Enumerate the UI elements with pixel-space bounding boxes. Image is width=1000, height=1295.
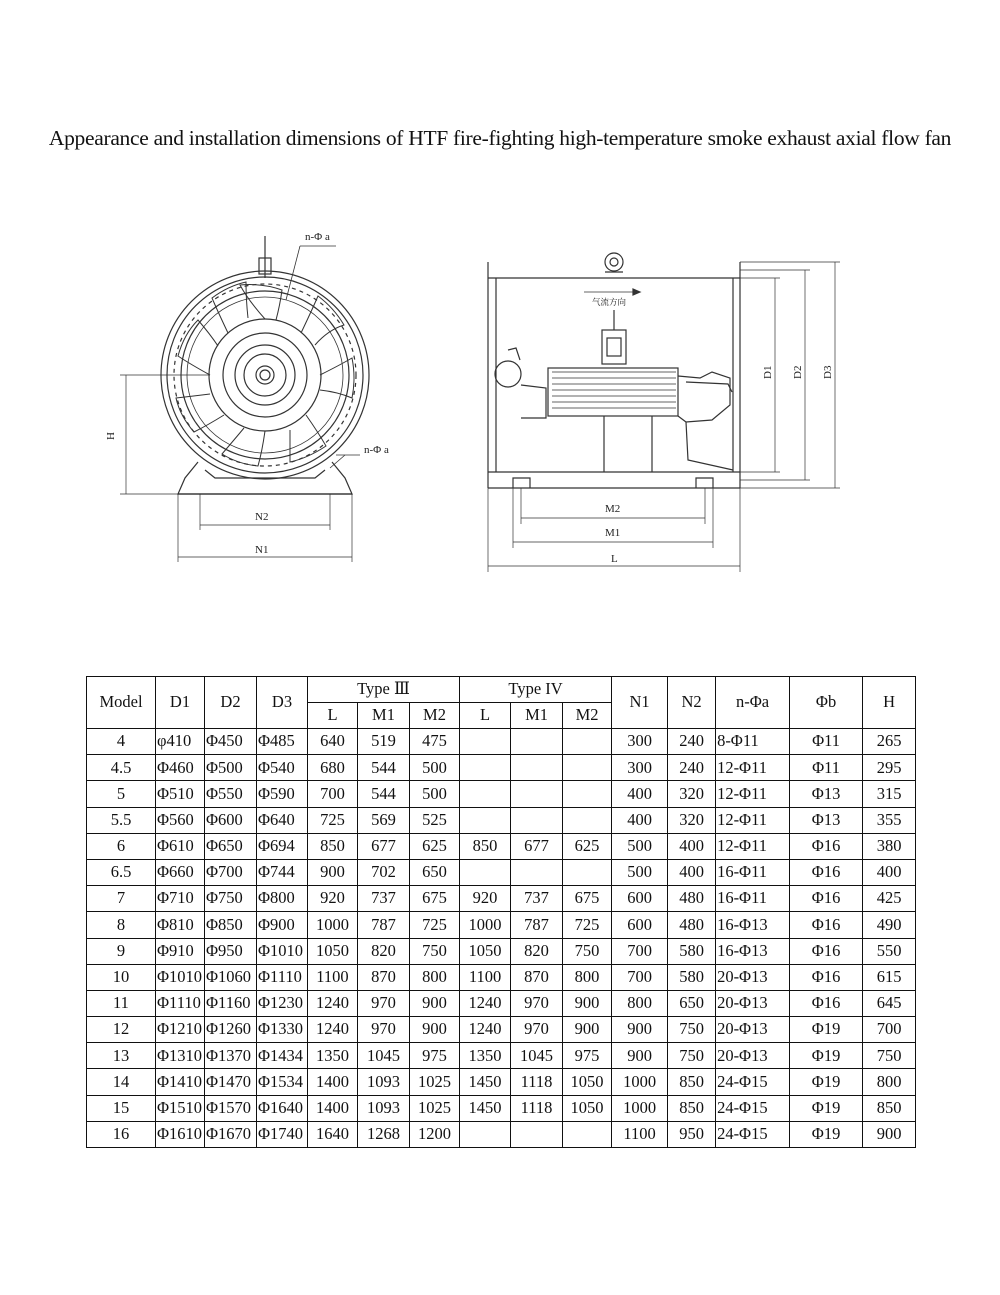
table-cell: 1118	[511, 1095, 563, 1121]
table-cell: 900	[612, 1017, 668, 1043]
table-cell: Φ1310	[156, 1043, 205, 1069]
table-cell	[460, 729, 511, 755]
header-phi-b: Φb	[790, 677, 863, 729]
table-cell: 650	[668, 990, 716, 1016]
table-cell: Φ910	[156, 938, 205, 964]
table-cell: 1450	[460, 1095, 511, 1121]
table-cell: 975	[410, 1043, 460, 1069]
table-cell: Φ1160	[205, 990, 257, 1016]
table-cell: Φ1060	[205, 964, 257, 990]
table-row	[87, 807, 916, 833]
table-cell: 900	[863, 1121, 916, 1147]
table-cell: Φ810	[156, 912, 205, 938]
table-cell: 850	[668, 1069, 716, 1095]
table-cell: 6.5	[87, 859, 156, 885]
table-cell: 480	[668, 886, 716, 912]
table-cell: Φ710	[156, 886, 205, 912]
table-cell: Φ610	[156, 833, 205, 859]
table-cell: 265	[863, 729, 916, 755]
table-cell: Φ485	[257, 729, 308, 755]
table-cell: Φ510	[156, 781, 205, 807]
table-cell: 900	[563, 1017, 612, 1043]
table-cell: 950	[668, 1121, 716, 1147]
table-cell: 1025	[410, 1095, 460, 1121]
table-cell: 750	[563, 938, 612, 964]
header-type-4-l: L	[460, 703, 511, 729]
table-cell: 737	[358, 886, 410, 912]
table-cell: Φ540	[257, 755, 308, 781]
table-cell: 300	[612, 729, 668, 755]
table-cell: 295	[863, 755, 916, 781]
table-cell: Φ1210	[156, 1017, 205, 1043]
n2-dimension-label: N2	[255, 511, 269, 523]
table-cell: 870	[358, 964, 410, 990]
table-cell: 355	[863, 807, 916, 833]
table-cell: φ410	[156, 729, 205, 755]
table-cell: 500	[612, 833, 668, 859]
table-cell: Φ500	[205, 755, 257, 781]
d3-dimension-label: D3	[822, 365, 834, 379]
table-cell: 677	[511, 833, 563, 859]
table-cell: 400	[612, 807, 668, 833]
table-cell: 10	[87, 964, 156, 990]
table-cell: 970	[511, 1017, 563, 1043]
table-cell: 16-Φ13	[716, 912, 790, 938]
table-cell: 737	[511, 886, 563, 912]
table-cell: 725	[410, 912, 460, 938]
table-cell: 16-Φ11	[716, 886, 790, 912]
table-cell: 1045	[511, 1043, 563, 1069]
table-row	[87, 1095, 916, 1121]
table-cell: 1268	[358, 1121, 410, 1147]
table-cell: 870	[511, 964, 563, 990]
table-cell	[460, 807, 511, 833]
table-cell: 920	[308, 886, 358, 912]
table-cell: 1100	[460, 964, 511, 990]
table-cell: 20-Φ13	[716, 1043, 790, 1069]
table-cell: Φ850	[205, 912, 257, 938]
table-cell: Φ660	[156, 859, 205, 885]
table-cell: 12	[87, 1017, 156, 1043]
table-cell: Φ1110	[156, 990, 205, 1016]
table-cell: Φ19	[790, 1069, 863, 1095]
table-cell: Φ460	[156, 755, 205, 781]
table-cell: 1093	[358, 1095, 410, 1121]
table-cell: Φ1010	[156, 964, 205, 990]
table-cell: 600	[612, 886, 668, 912]
table-cell: Φ13	[790, 807, 863, 833]
table-cell: 675	[563, 886, 612, 912]
table-cell: 645	[863, 990, 916, 1016]
table-cell: Φ640	[257, 807, 308, 833]
table-cell: 970	[511, 990, 563, 1016]
table-cell: Φ16	[790, 912, 863, 938]
table-cell: 677	[358, 833, 410, 859]
table-cell: 1000	[308, 912, 358, 938]
table-cell: Φ1230	[257, 990, 308, 1016]
table-cell: Φ900	[257, 912, 308, 938]
table-cell: 4	[87, 729, 156, 755]
table-cell: 725	[308, 807, 358, 833]
table-cell: 475	[410, 729, 460, 755]
table-cell: 1450	[460, 1069, 511, 1095]
table-cell: 500	[410, 781, 460, 807]
table-cell: 700	[612, 938, 668, 964]
table-cell: 680	[308, 755, 358, 781]
table-cell: 20-Φ13	[716, 990, 790, 1016]
table-cell: 1093	[358, 1069, 410, 1095]
table-cell: 16-Φ13	[716, 938, 790, 964]
table-cell: 750	[410, 938, 460, 964]
table-cell: 975	[563, 1043, 612, 1069]
table-cell: 820	[511, 938, 563, 964]
table-cell: Φ1534	[257, 1069, 308, 1095]
d1-dimension-label: D1	[762, 365, 774, 379]
table-cell: Φ1610	[156, 1121, 205, 1147]
table-cell: 900	[612, 1043, 668, 1069]
table-cell: 850	[460, 833, 511, 859]
table-cell: 14	[87, 1069, 156, 1095]
table-cell: 544	[358, 755, 410, 781]
table-cell: Φ19	[790, 1017, 863, 1043]
table-cell	[511, 755, 563, 781]
table-cell: 24-Φ15	[716, 1095, 790, 1121]
table-cell: Φ750	[205, 886, 257, 912]
table-cell: 700	[863, 1017, 916, 1043]
header-type-4-m1: M1	[511, 703, 563, 729]
table-cell: Φ1260	[205, 1017, 257, 1043]
table-cell: 425	[863, 886, 916, 912]
table-cell: 700	[612, 964, 668, 990]
table-cell: 1050	[460, 938, 511, 964]
table-cell: 1100	[612, 1121, 668, 1147]
header-model: Model	[87, 677, 156, 729]
d2-dimension-label: D2	[792, 365, 804, 379]
table-cell: 615	[863, 964, 916, 990]
table-cell: 787	[358, 912, 410, 938]
header-type-3: Type Ⅲ	[308, 677, 460, 703]
table-cell: 640	[308, 729, 358, 755]
table-cell: Φ16	[790, 886, 863, 912]
table-cell	[460, 755, 511, 781]
table-cell: Φ19	[790, 1043, 863, 1069]
table-row	[87, 938, 916, 964]
table-cell: Φ590	[257, 781, 308, 807]
table-cell: 580	[668, 938, 716, 964]
table-cell: Φ1434	[257, 1043, 308, 1069]
table-body	[87, 729, 916, 1148]
table-cell: Φ1470	[205, 1069, 257, 1095]
table-cell: 6	[87, 833, 156, 859]
table-cell: Φ13	[790, 781, 863, 807]
table-cell: 400	[668, 859, 716, 885]
table-cell: Φ1370	[205, 1043, 257, 1069]
table-cell: 1025	[410, 1069, 460, 1095]
table-cell	[511, 781, 563, 807]
header-type-3-m1: M1	[358, 703, 410, 729]
table-cell: 550	[863, 938, 916, 964]
table-cell: 1240	[460, 1017, 511, 1043]
table-cell: 600	[612, 912, 668, 938]
table-cell: 625	[410, 833, 460, 859]
table-cell: 850	[308, 833, 358, 859]
table-cell	[511, 807, 563, 833]
dimension-table	[86, 676, 916, 1148]
table-cell: 519	[358, 729, 410, 755]
table-cell: Φ744	[257, 859, 308, 885]
table-cell: 240	[668, 755, 716, 781]
table-cell: Φ1110	[257, 964, 308, 990]
table-cell: Φ16	[790, 833, 863, 859]
table-cell: Φ550	[205, 781, 257, 807]
table-cell	[460, 1121, 511, 1147]
table-cell: 1050	[563, 1095, 612, 1121]
table-cell	[563, 729, 612, 755]
table-cell: 11	[87, 990, 156, 1016]
table-cell: 1000	[460, 912, 511, 938]
table-cell: 16-Φ11	[716, 859, 790, 885]
table-cell: 240	[668, 729, 716, 755]
front-view-drawing	[120, 236, 369, 562]
table-cell: 4.5	[87, 755, 156, 781]
table-cell: 1200	[410, 1121, 460, 1147]
table-cell: Φ650	[205, 833, 257, 859]
table-cell: 1050	[563, 1069, 612, 1095]
table-cell: Φ1640	[257, 1095, 308, 1121]
table-cell: 750	[668, 1043, 716, 1069]
table-cell: 725	[563, 912, 612, 938]
table-cell: 625	[563, 833, 612, 859]
table-row	[87, 755, 916, 781]
table-cell	[563, 1121, 612, 1147]
table-cell: Φ1570	[205, 1095, 257, 1121]
table-cell: 750	[668, 1017, 716, 1043]
table-cell: 900	[410, 990, 460, 1016]
table-cell: 787	[511, 912, 563, 938]
table-cell: 490	[863, 912, 916, 938]
table-cell: 9	[87, 938, 156, 964]
table-cell	[511, 859, 563, 885]
table-cell: 1100	[308, 964, 358, 990]
table-cell: 850	[863, 1095, 916, 1121]
table-row	[87, 729, 916, 755]
table-cell: Φ800	[257, 886, 308, 912]
side-view-drawing	[488, 253, 840, 572]
table-cell: 1400	[308, 1069, 358, 1095]
table-cell: 569	[358, 807, 410, 833]
table-cell	[511, 1121, 563, 1147]
table-cell: Φ1410	[156, 1069, 205, 1095]
table-cell: 800	[863, 1069, 916, 1095]
header-d1: D1	[156, 677, 205, 729]
table-cell: 920	[460, 886, 511, 912]
table-cell: 750	[863, 1043, 916, 1069]
table-cell: Φ560	[156, 807, 205, 833]
table-row	[87, 833, 916, 859]
table-cell: Φ1740	[257, 1121, 308, 1147]
table-cell: 5	[87, 781, 156, 807]
table-row	[87, 859, 916, 885]
table-cell: 800	[410, 964, 460, 990]
hole-label-bottom: n-Φ a	[364, 444, 389, 456]
table-cell: Φ1670	[205, 1121, 257, 1147]
table-cell: 900	[308, 859, 358, 885]
header-d3: D3	[257, 677, 308, 729]
table-cell	[563, 755, 612, 781]
table-cell: 544	[358, 781, 410, 807]
l-dimension-label: L	[611, 553, 618, 565]
table-cell: 1000	[612, 1095, 668, 1121]
table-cell: 480	[668, 912, 716, 938]
table-cell: 13	[87, 1043, 156, 1069]
table-cell: 1045	[358, 1043, 410, 1069]
table-cell: 970	[358, 1017, 410, 1043]
header-h: H	[863, 677, 916, 729]
table-cell: 1240	[308, 1017, 358, 1043]
n1-dimension-label: N1	[255, 544, 269, 556]
table-cell: Φ16	[790, 938, 863, 964]
table-cell: 1640	[308, 1121, 358, 1147]
header-d2: D2	[205, 677, 257, 729]
h-dimension-label: H	[105, 432, 117, 440]
table-cell: Φ600	[205, 807, 257, 833]
header-n1: N1	[612, 677, 668, 729]
table-cell: 16	[87, 1121, 156, 1147]
header-type-4-m2: M2	[563, 703, 612, 729]
table-cell: 800	[612, 990, 668, 1016]
table-cell: 702	[358, 859, 410, 885]
table-cell: 8-Φ11	[716, 729, 790, 755]
table-row	[87, 990, 916, 1016]
table-cell: 20-Φ13	[716, 964, 790, 990]
table-cell: Φ19	[790, 1121, 863, 1147]
table-cell: 5.5	[87, 807, 156, 833]
table-cell	[511, 729, 563, 755]
m2-dimension-label: M2	[605, 503, 621, 515]
table-row	[87, 1043, 916, 1069]
table-row	[87, 886, 916, 912]
table-cell: 8	[87, 912, 156, 938]
header-type-4: Type IV	[460, 677, 612, 703]
table-cell: 400	[863, 859, 916, 885]
table-cell: Φ450	[205, 729, 257, 755]
table-cell: 650	[410, 859, 460, 885]
fan-dimension-drawing	[0, 0, 1000, 640]
table-cell: 675	[410, 886, 460, 912]
table-cell: 400	[668, 833, 716, 859]
table-cell: 320	[668, 781, 716, 807]
table-cell: 1400	[308, 1095, 358, 1121]
table-cell: Φ19	[790, 1095, 863, 1121]
table-row	[87, 1121, 916, 1147]
table-cell	[563, 807, 612, 833]
page-title: Appearance and installation dimensions of HTF fire-fighting high-temperature smoke exhaust axial flow fan	[48, 126, 952, 150]
table-row	[87, 912, 916, 938]
table-cell: 1350	[460, 1043, 511, 1069]
table-cell: Φ694	[257, 833, 308, 859]
table-cell: 1050	[308, 938, 358, 964]
table-cell: 12-Φ11	[716, 755, 790, 781]
table-cell: 1118	[511, 1069, 563, 1095]
table-row	[87, 964, 916, 990]
table-cell: 20-Φ13	[716, 1017, 790, 1043]
table-cell: 500	[410, 755, 460, 781]
table-cell: 380	[863, 833, 916, 859]
table-cell: 525	[410, 807, 460, 833]
table-cell: 850	[668, 1095, 716, 1121]
table-cell: Φ1330	[257, 1017, 308, 1043]
table-row	[87, 1069, 916, 1095]
header-type-3-m2: M2	[410, 703, 460, 729]
table-cell: 900	[563, 990, 612, 1016]
table-cell: 820	[358, 938, 410, 964]
table-cell: 15	[87, 1095, 156, 1121]
m1-dimension-label: M1	[605, 527, 621, 539]
table-cell	[460, 859, 511, 885]
table-cell: 500	[612, 859, 668, 885]
table-cell: Φ950	[205, 938, 257, 964]
table-cell	[563, 859, 612, 885]
table-cell: 24-Φ15	[716, 1069, 790, 1095]
table-row	[87, 781, 916, 807]
table-cell: 580	[668, 964, 716, 990]
header-n2: N2	[668, 677, 716, 729]
table-cell: 315	[863, 781, 916, 807]
table-cell: 12-Φ11	[716, 781, 790, 807]
table-cell: 900	[410, 1017, 460, 1043]
header-n-phi-a: n-Φa	[716, 677, 790, 729]
table-cell: 300	[612, 755, 668, 781]
table-cell: Φ1010	[257, 938, 308, 964]
table-cell: 12-Φ11	[716, 833, 790, 859]
header-type-3-l: L	[308, 703, 358, 729]
table-cell: 1350	[308, 1043, 358, 1069]
table-cell: Φ11	[790, 755, 863, 781]
table-cell	[460, 781, 511, 807]
table-cell: Φ1510	[156, 1095, 205, 1121]
table-cell: 800	[563, 964, 612, 990]
table-cell: Φ11	[790, 729, 863, 755]
table-cell: Φ16	[790, 990, 863, 1016]
table-cell: Φ16	[790, 964, 863, 990]
table-cell: 1240	[460, 990, 511, 1016]
table-cell: 12-Φ11	[716, 807, 790, 833]
table-cell: 7	[87, 886, 156, 912]
table-row	[87, 1017, 916, 1043]
hole-label-top: n-Φ a	[305, 231, 330, 243]
table-cell: Φ16	[790, 859, 863, 885]
table-cell: 320	[668, 807, 716, 833]
table-cell	[563, 781, 612, 807]
table-cell: 1000	[612, 1069, 668, 1095]
airflow-direction-label: 气流方向	[592, 298, 627, 308]
table-cell: Φ700	[205, 859, 257, 885]
table-cell: 24-Φ15	[716, 1121, 790, 1147]
table-cell: 1240	[308, 990, 358, 1016]
table-cell: 400	[612, 781, 668, 807]
table-cell: 700	[308, 781, 358, 807]
table-cell: 970	[358, 990, 410, 1016]
